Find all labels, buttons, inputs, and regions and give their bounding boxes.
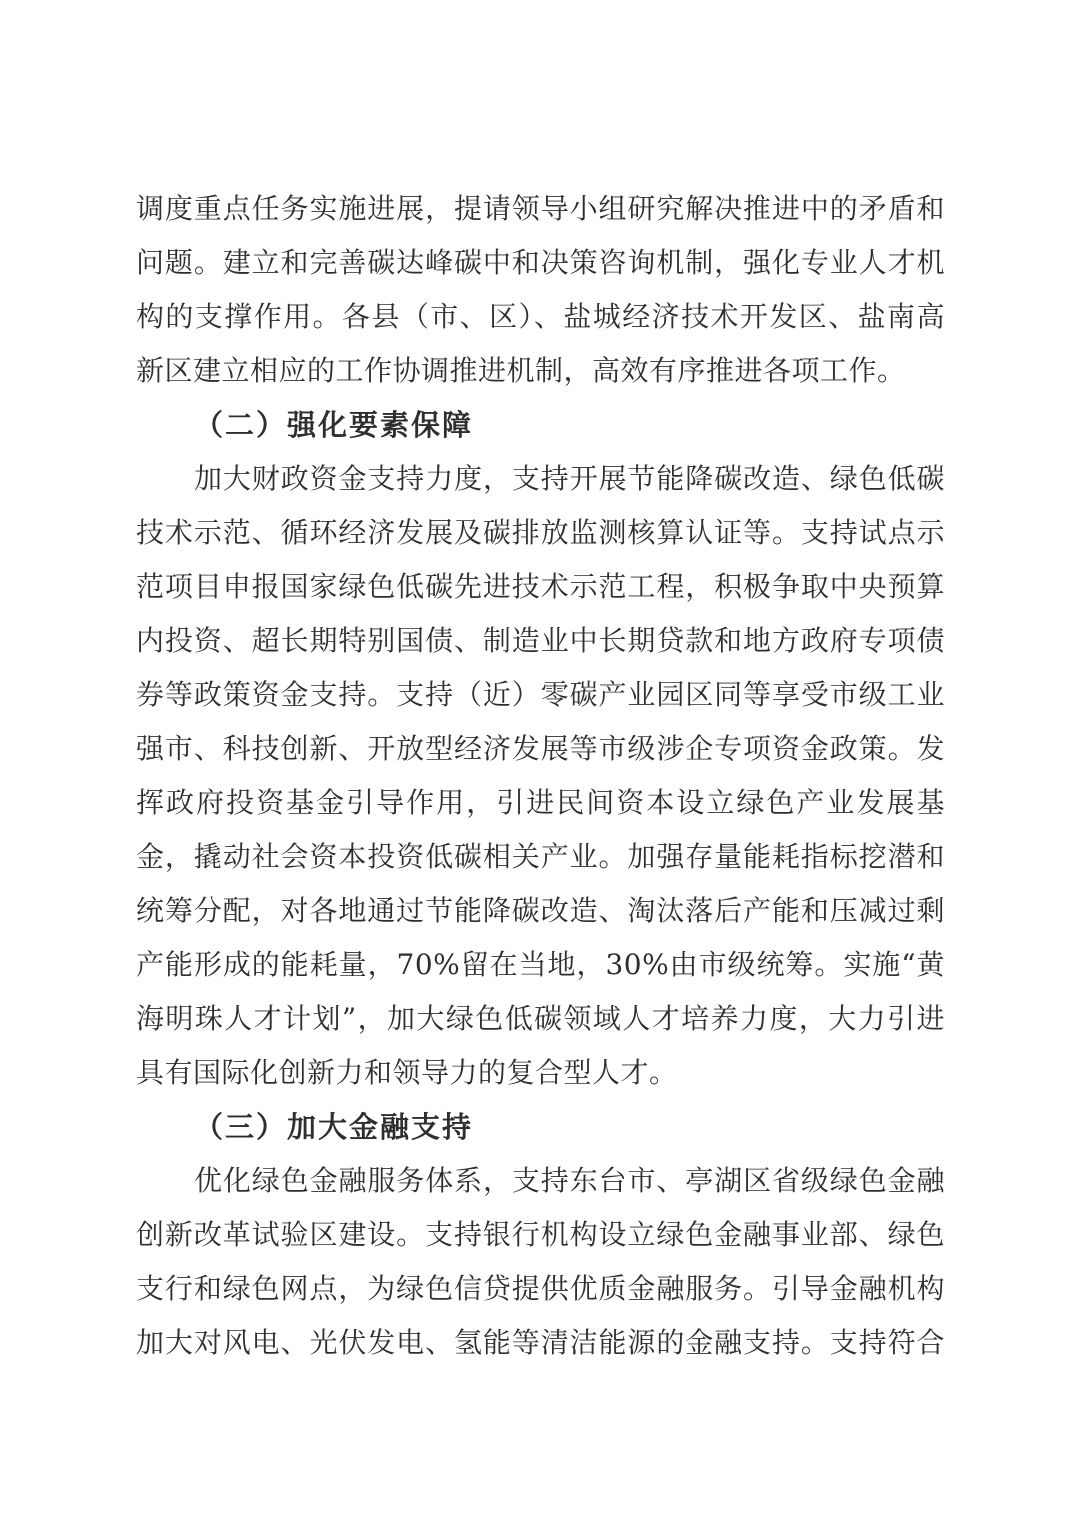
paragraph-line: 优化绿色金融服务体系，支持东台市、亭湖区省级绿色金融 bbox=[194, 1164, 945, 1197]
paragraph-line: 新区建立相应的工作协调推进机制，高效有序推进各项工作。 bbox=[136, 354, 906, 387]
paragraph-line: 统筹分配，对各地通过节能降碳改造、淘汰落后产能和压减过剩 bbox=[136, 894, 945, 927]
paragraph-line: 范项目申报国家绿色低碳先进技术示范工程，积极争取中央预算 bbox=[136, 570, 945, 603]
section-heading: （三）加大金融支持 bbox=[194, 1110, 474, 1144]
paragraph-line: 券等政策资金支持。支持（近）零碳产业园区同等享受市级工业 bbox=[136, 678, 945, 711]
paragraph-line: 具有国际化创新力和领导力的复合型人才。 bbox=[136, 1056, 678, 1089]
paragraph-line: 内投资、超长期特别国债、制造业中长期贷款和地方政府专项债 bbox=[136, 624, 945, 657]
section-heading: （二）强化要素保障 bbox=[194, 408, 474, 442]
paragraph-line: 问题。建立和完善碳达峰碳中和决策咨询机制，强化专业人才机 bbox=[136, 246, 945, 279]
paragraph-line: 调度重点任务实施进展，提请领导小组研究解决推进中的矛盾和 bbox=[136, 192, 945, 225]
paragraph-line: 加大财政资金支持力度，支持开展节能降碳改造、绿色低碳 bbox=[194, 462, 945, 495]
paragraph-line: 强市、科技创新、开放型经济发展等市级涉企专项资金政策。发 bbox=[136, 732, 945, 765]
paragraph-line: 产能形成的能耗量，70%留在当地，30%由市级统筹。实施“黄 bbox=[136, 948, 945, 981]
paragraph-line: 技术示范、循环经济发展及碳排放监测核算认证等。支持试点示 bbox=[136, 516, 945, 549]
paragraph-line: 支行和绿色网点，为绿色信贷提供优质金融服务。引导金融机构 bbox=[136, 1272, 945, 1305]
document-text-block bbox=[136, 182, 945, 1370]
paragraph-line: 挥政府投资基金引导作用，引进民间资本设立绿色产业发展基 bbox=[136, 786, 945, 819]
paragraph-line: 加大对风电、光伏发电、氢能等清洁能源的金融支持。支持符合 bbox=[136, 1326, 945, 1359]
paragraph-line: 构的支撑作用。各县（市、区）、盐城经济技术开发区、盐南高 bbox=[136, 300, 945, 333]
paragraph-line: 海明珠人才计划”，加大绿色低碳领域人才培养力度，大力引进 bbox=[136, 1002, 945, 1035]
paragraph-line: 创新改革试验区建设。支持银行机构设立绿色金融事业部、绿色 bbox=[136, 1218, 945, 1251]
paragraph-line: 金，撬动社会资本投资低碳相关产业。加强存量能耗指标挖潜和 bbox=[136, 840, 945, 873]
